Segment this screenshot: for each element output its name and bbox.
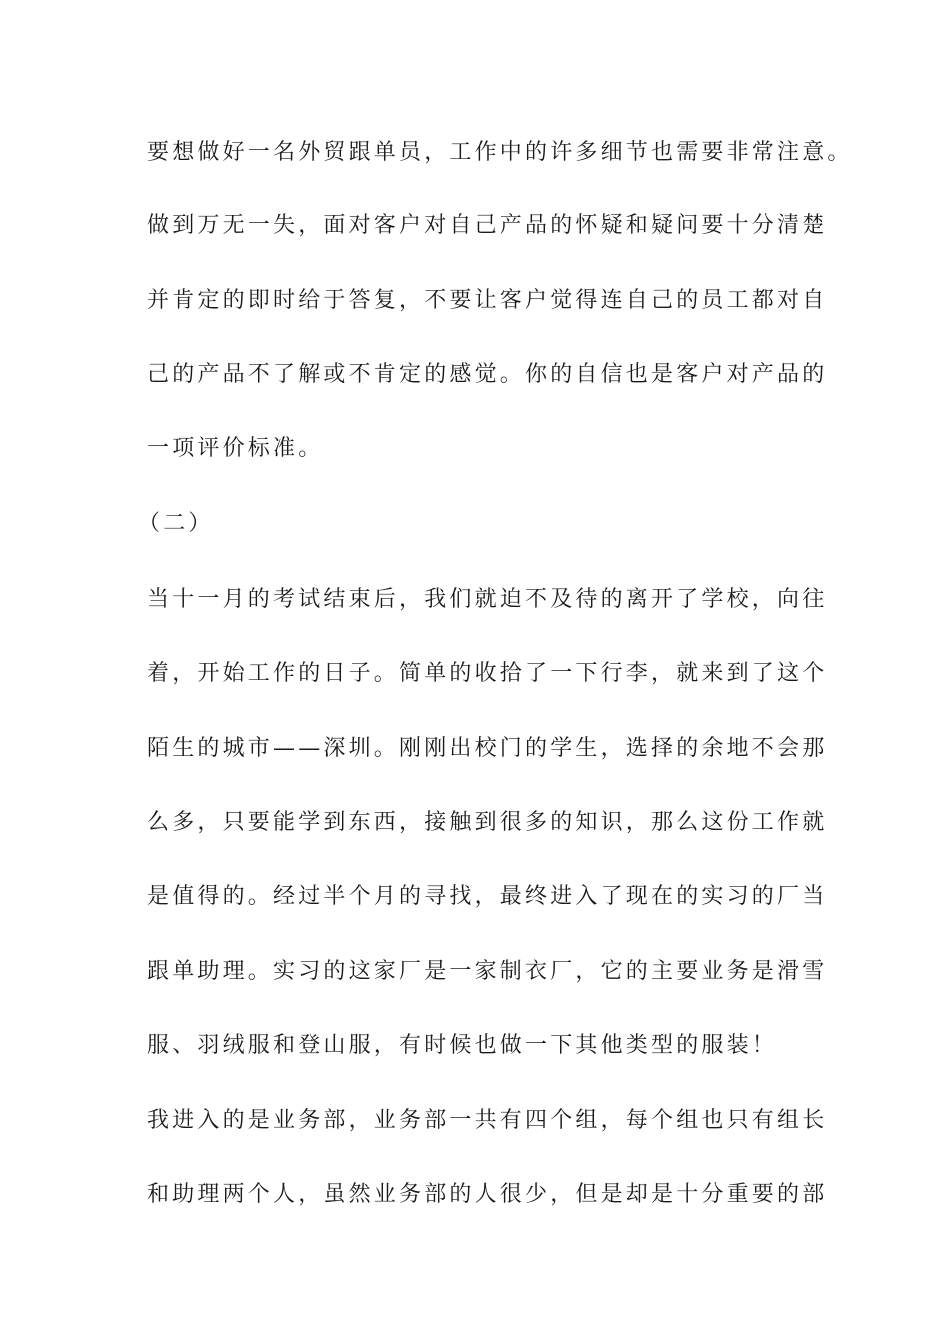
text-line: 并肯定的即时给于答复，不要让客户觉得连自己的员工都对自: [147, 288, 828, 313]
text-line: 做到万无一失，面对客户对自己产品的怀疑和疑问要十分清楚: [147, 213, 828, 238]
text-line: 当十一月的考试结束后，我们就迫不及待的离开了学校，向往: [147, 587, 828, 612]
text-line: 己的产品不了解或不肯定的感觉。你的自信也是客户对产品的: [147, 362, 828, 387]
text-line: 是值得的。经过半个月的寻找，最终进入了现在的实习的厂当: [147, 884, 828, 909]
text-line: 着，开始工作的日子。简单的收拾了一下行李，就来到了这个: [147, 661, 828, 686]
text-line: 和助理两个人，虽然业务部的人很少，但是却是十分重要的部: [147, 1182, 828, 1207]
section-heading: （二）: [138, 511, 214, 536]
text-line: 么多，只要能学到东西，接触到很多的知识，那么这份工作就: [147, 810, 828, 835]
text-line: 一项评价标准。: [147, 436, 324, 461]
text-line: 服、羽绒服和登山服，有时候也做一下其他类型的服装！: [147, 1033, 778, 1058]
text-line: 陌生的城市——深圳。刚刚出校门的学生，选择的余地不会那: [147, 736, 828, 761]
text-line: 我进入的是业务部，业务部一共有四个组，每个组也只有组长: [147, 1108, 828, 1133]
text-line: 要想做好一名外贸跟单员，工作中的许多细节也需要非常注意。: [147, 140, 853, 165]
text-line: 跟单助理。实习的这家厂是一家制衣厂，它的主要业务是滑雪: [147, 959, 828, 984]
